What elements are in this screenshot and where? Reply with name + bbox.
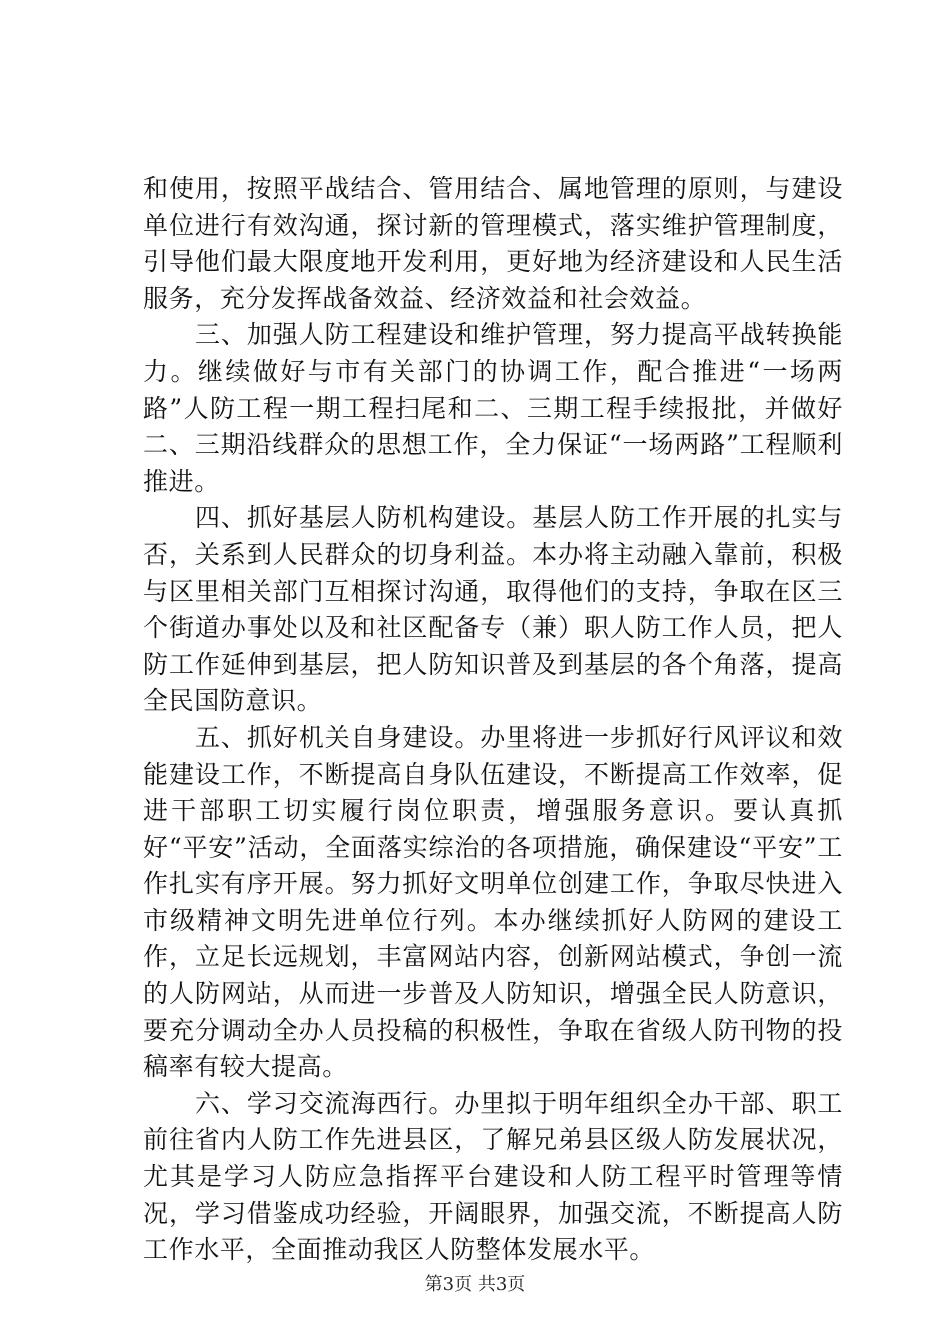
paragraph-section-3: 三、加强人防工程建设和维护管理，努力提高平战转换能力。继续做好与市有关部门的协调工作，配合推进“一场两路”人防工程一期工程扫尾和二、三期工程手续报批，并做好二、三期沿线群众的思想工作，全力保证“一场两路”工程顺利推进。 <box>143 320 843 496</box>
document-body <box>143 171 843 1269</box>
page-footer: 第3页 共3页 <box>424 1274 526 1295</box>
paragraph-section-5: 五、抓好机关自身建设。办里将进一步抓好行风评议和效能建设工作，不断提高自身队伍建设，不断提高工作效率，促进干部职工切实履行岗位职责，增强服务意识。要认真抓好“平安”活动，全面落实综治的各项措施，确保建设“平安”工作扎实有序开展。努力抓好文明单位创建工作，争取尽快进入市级精神文明先进单位行列。本办继续抓好人防网的建设工作，立足长远规划，丰富网站内容，创新网站模式，争创一流的人防网站，从而进一步普及人防知识，增强全民人防意识，要充分调动全办人员投稿的积极性，争取在省级人防刊物的投稿率有较大提高。 <box>143 722 843 1082</box>
paragraph-section-6: 六、学习交流海西行。办里拟于明年组织全办干部、职工前往省内人防工作先进县区，了解兄弟县区级人防发展状况，尤其是学习人防应急指挥平台建设和人防工程平时管理等情况，学习借鉴成功经验，开阔眼界，加强交流，不断提高人防工作水平，全面推动我区人防整体发展水平。 <box>143 1088 843 1265</box>
paragraph-continuation: 和使用，按照平战结合、管用结合、属地管理的原则，与建设单位进行有效沟通，探讨新的管理模式，落实维护管理制度，引导他们最大限度地开发利用，更好地为经济建设和人民生活服务，充分发挥战备效益、经济效益和社会效益。 <box>143 174 843 313</box>
paragraph-section-4: 四、抓好基层人防机构建设。基层人防工作开展的扎实与否，关系到人民群众的切身利益。本办将主动融入靠前，积极与区里相关部门互相探讨沟通，取得他们的支持，争取在区三个街道办事处以及和社区配备专（兼）职人防工作人员，把人防工作延伸到基层，把人防知识普及到基层的各个角落，提高全民国防意识。 <box>143 503 843 716</box>
